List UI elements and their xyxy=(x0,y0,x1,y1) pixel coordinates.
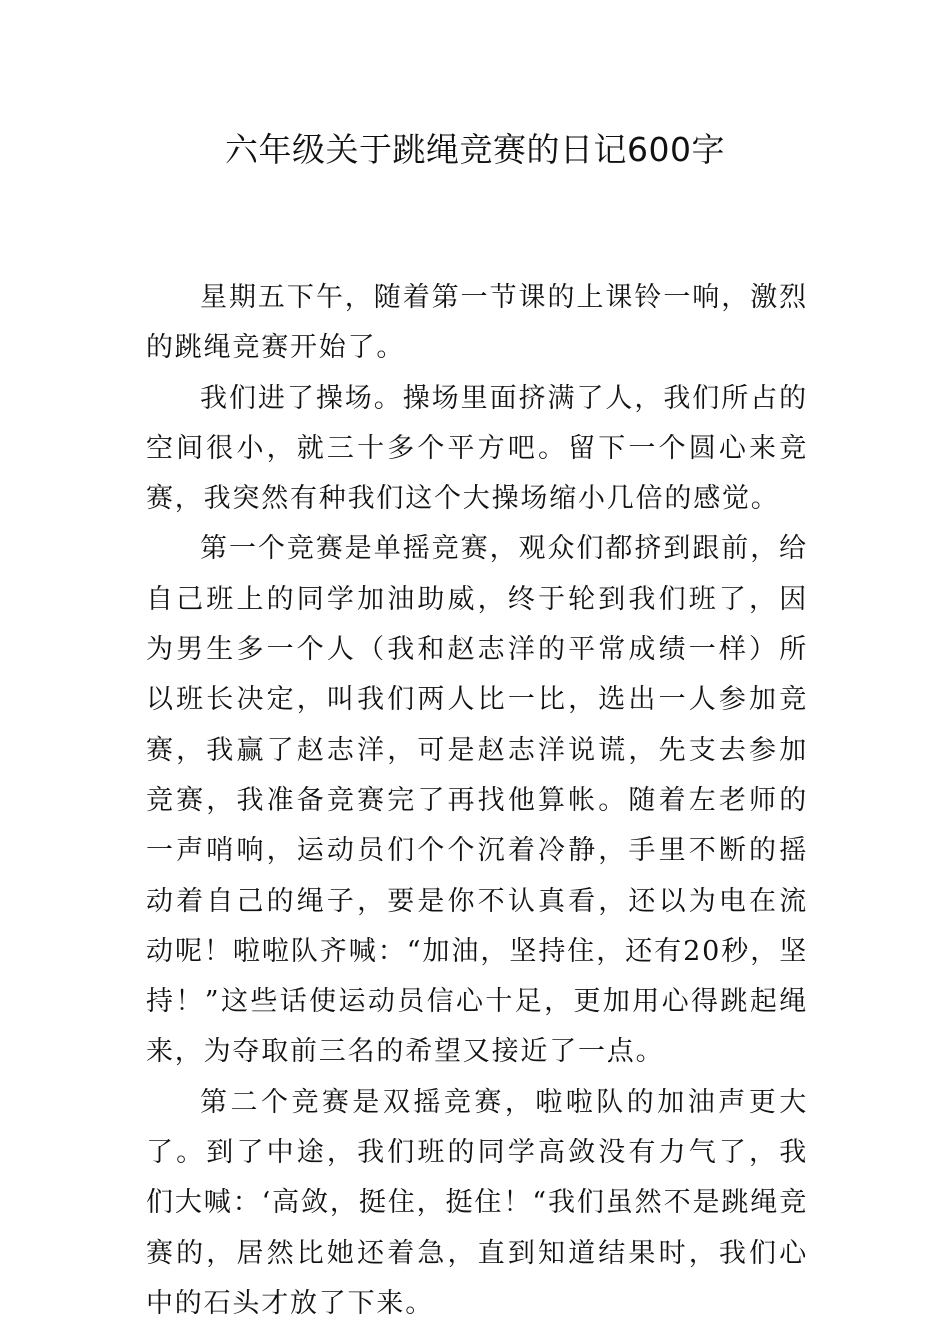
document-title: 六年级关于跳绳竞赛的日记600字 xyxy=(225,130,725,169)
document-body xyxy=(146,273,808,1329)
paragraph-3: 第一个竞赛是单摇竞赛，观众们都挤到跟前，给自己班上的同学加油助威，终于轮到我们班了，因为男生多一个人（我和赵志洋的平常成绩一样）所以班长决定，叫我们两人比一比，选出一人参加竞赛，我赢了赵志洋，可是赵志洋说谎，先支去参加竞赛，我准备竞赛完了再找他算帐。随着左老师的一声哨响，运动员们个个沉着冷静，手里不断的摇动着自己的绳子，要是你不认真看，还以为电在流动呢！啦啦队齐喊：“加油，坚持住，还有20秒，坚持！”这些话使运动员信心十足，更加用心得跳起绳来，为夺取前三名的希望又接近了一点。 xyxy=(146,533,808,1068)
paragraph-1: 星期五下午，随着第一节课的上课铃一响，激烈的跳绳竞赛开始了。 xyxy=(146,282,808,364)
paragraph-4: 第二个竞赛是双摇竞赛，啦啦队的加油声更大了。到了中途，我们班的同学高敛没有力气了，我们大喊：‘高敛，挺住，挺住！“我们虽然不是跳绳竞赛的，居然比她还着急，直到知道结果时，我们心中的石头才放了下来。 xyxy=(146,1086,808,1319)
paragraph-2: 我们进了操场。操场里面挤满了人，我们所占的空间很小，就三十多个平方吧。留下一个圆心来竞赛，我突然有种我们这个大操场缩小几倍的感觉。 xyxy=(146,382,808,515)
